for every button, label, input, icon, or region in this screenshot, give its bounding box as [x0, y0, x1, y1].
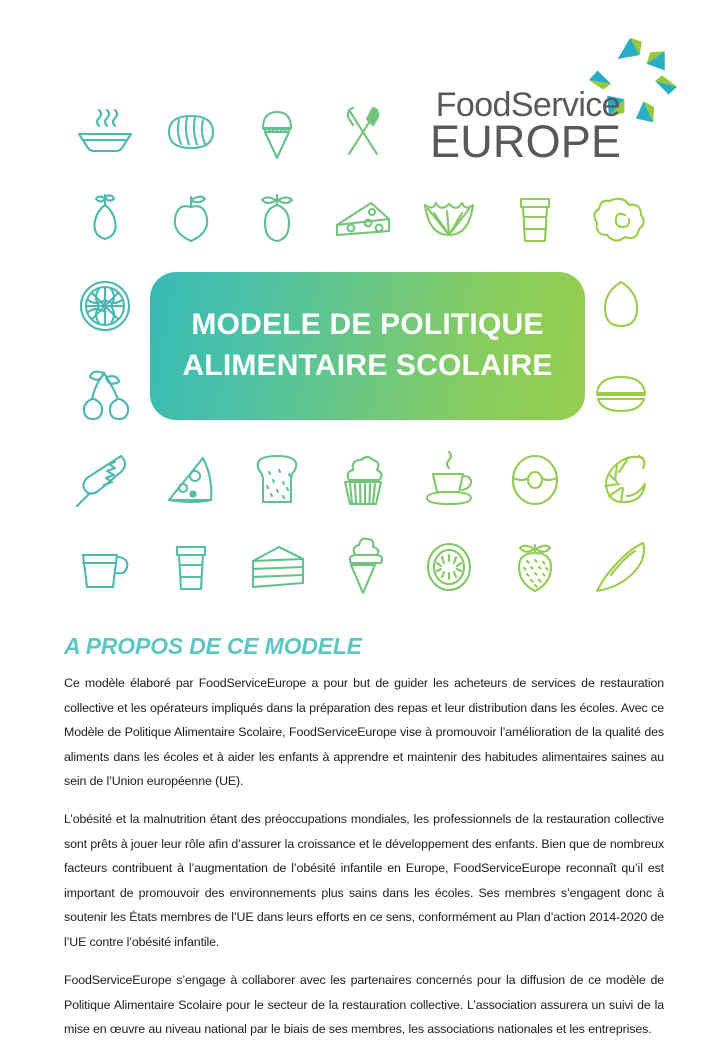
bread-slice-icon	[234, 440, 320, 520]
macaron-icon	[578, 353, 664, 433]
kiwi-slice-icon	[406, 527, 492, 607]
paragraph-2: L’obésité et la malnutrition étant des préoccupations mondiales, les professionnels de la restauration collective sont prêts à jouer leur rôle afin d’assurer la croissance et le développement des enfants. Bien que de nombreux facteurs contribuent à l’augmentation de l’obésité infantile en Europe, FoodServiceEurope reconnaît qu’il est important de promouvoir des environnements plus sains dans les écoles. Ses membres s’engagent donc à soutenir les États membres de l’UE dans leurs efforts en ce sens, conformément au Plan d’action 2014-2020 de l’UE contre l’obésité infantile.	[64, 812, 664, 949]
about-section	[64, 634, 664, 1041]
strawberry-icon	[492, 527, 578, 607]
title-banner	[150, 272, 585, 420]
logo-line-foodservice: FoodService	[435, 86, 620, 124]
soft-serve-icon	[320, 527, 406, 607]
fork-knife-icon	[320, 92, 406, 172]
tea-mug-icon	[62, 527, 148, 607]
cupcake-icon	[320, 440, 406, 520]
section-heading: A PROPOS DE CE MODELE	[64, 633, 362, 659]
fried-egg-icon	[578, 179, 664, 259]
bread-loaf-icon	[148, 92, 234, 172]
apple-icon	[148, 179, 234, 259]
title-line-2: ALIMENTAIRE SCOLAIRE	[182, 349, 553, 382]
soup-bowl-icon	[62, 92, 148, 172]
cheese-wedge-icon	[320, 179, 406, 259]
lemon-icon	[234, 179, 320, 259]
paragraph-1: Ce modèle élaboré par FoodServiceEurope a pour but de guider les acheteurs de services de restauration collective et les opérateurs impliqués dans la préparation des repas et leur distribution dans les écoles. Avec ce Modèle de Politique Alimentaire Scolaire, FoodServiceEurope vise à promouvoir l’amélioration de la qualité des aliments dans les écoles et à aider les enfants à apprendre et maintenir des habitudes alimentaires saines au sein de l’Union européenne (UE).	[64, 676, 664, 789]
shrimp-icon	[578, 440, 664, 520]
corn-dog-icon	[62, 440, 148, 520]
chili-pepper-icon	[578, 527, 664, 607]
pear-icon	[62, 179, 148, 259]
egg-icon	[578, 266, 664, 346]
coffee-cup-saucer-icon	[406, 440, 492, 520]
cherries-icon	[62, 353, 148, 433]
donut-icon	[492, 440, 578, 520]
title-line-1: MODELE DE POLITIQUE	[191, 308, 544, 342]
croissant-icon	[406, 179, 492, 259]
togo-cup-icon	[492, 179, 578, 259]
pizza-slice-icon	[148, 440, 234, 520]
logo-line-europe: EUROPE	[430, 116, 622, 168]
ice-cream-cone-icon	[234, 92, 320, 172]
orange-slice-icon	[62, 266, 148, 346]
paragraph-3: FoodServiceEurope s’engage à collaborer avec les partenaires concernés pour la diffusion de ce modèle de Politique Alimentaire Scolaire pour le secteur de la restauration collective. L’association assurera un suivi de la mise en œuvre au niveau national par le biais de ses membres, les associations nationales et les entreprises.	[64, 973, 664, 1036]
cake-slice-icon	[234, 527, 320, 607]
togo-cup-icon	[148, 527, 234, 607]
